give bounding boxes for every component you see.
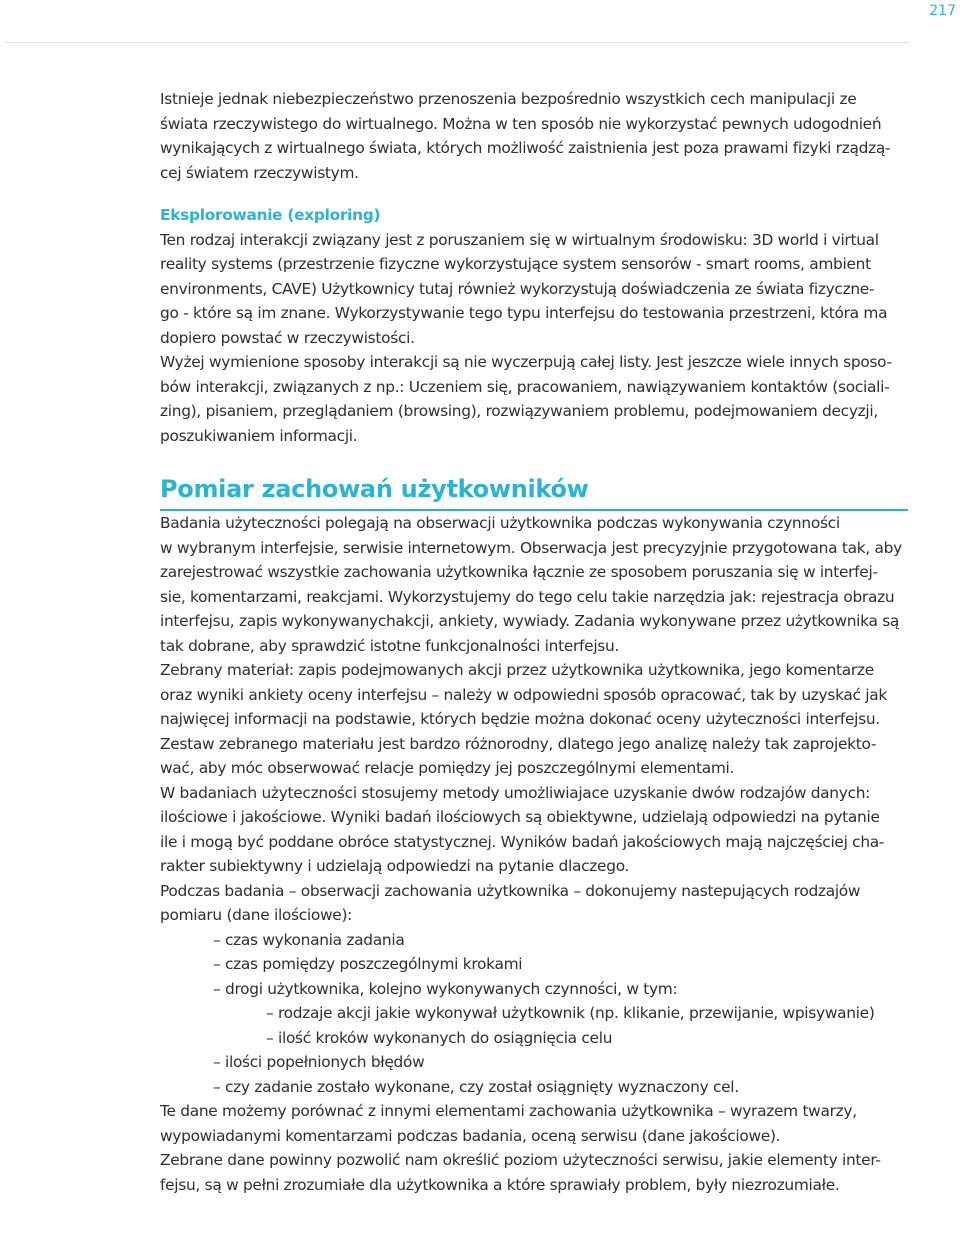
text-line: Ten rodzaj interakcji związany jest z poruszaniem się w wirtualnym środowisku: 3D world i virtual	[160, 230, 879, 249]
paragraph	[160, 87, 908, 185]
text-line: Podczas badania – obserwacji zachowania użytkownika – dokonujemy nastepujących rodzajów	[160, 881, 861, 900]
text-line: tak dobrane, aby sprawdzić istotne funkcjonalności interfejsu.	[160, 636, 620, 655]
text-line: zarejestrować wszystkie zachowania użytkownika łącznie ze sposobem poruszania się w interfej-	[160, 563, 878, 581]
text-line: zing), pisaniem, przeglądaniem (browsing), rozwiązywaniem problemu, podejmowaniem decyzji,	[160, 402, 878, 420]
text-line: environments, CAVE) Użytkownicy tutaj również wykorzystują doświadczenia ze świata fizyczne-	[160, 279, 875, 298]
text-line: w wybranym interfejsie, serwisie internetowym. Obserwacja jest precyzyjnie przygotowana tak, aby	[160, 538, 902, 557]
text-line: Te dane możemy porównać z innymi elementami zachowania użytkownika – wyrazem twarzy,	[160, 1102, 857, 1120]
text-line: Zestaw zebranego materiału jest bardzo różnorodny, dlatego jego analizę należy tak zaprojekto-	[160, 734, 877, 753]
paragraph	[160, 350, 908, 448]
paragraph	[160, 511, 908, 928]
text-line: rakter subiektywny i udzielają odpowiedzi na pytanie dlaczego.	[160, 857, 630, 875]
text-line: Istnieje jednak niebezpieczeństwo przenoszenia bezpośrednio wszystkich cech manipulacji ze	[160, 90, 857, 108]
text-line: fejsu, są w pełni zrozumiałe dla użytkownika a które sprawiały problem, były niezrozumiałe.	[160, 1175, 840, 1194]
list-item: – ilości popełnionych błędów	[213, 1053, 425, 1071]
header-divider	[4, 42, 909, 43]
page-number: 217	[929, 3, 956, 19]
paragraph	[160, 1099, 908, 1197]
text-line: interfejsu, zapis wykonywanychakcji, ankiety, wywiady. Zadania wykonywane przez użytkownika są	[160, 612, 900, 630]
list-item: – ilość kroków wykonanych do osiągnięcia celu	[266, 1028, 613, 1047]
text-line: wać, aby móc obserwować relacje pomiędzy jej poszczególnymi elementami.	[160, 759, 735, 777]
text-line: Badania użyteczności polegają na obserwacji użytkownika podczas wykonywania czynności	[160, 514, 840, 532]
text-line: wypowiadanymi komentarzami podczas badania, oceną serwisu (dane jakościowe).	[160, 1126, 781, 1145]
list-item: – czas wykonania zadania	[213, 930, 405, 949]
list-item: – czy zadanie zostało wykonane, czy został osiągnięty wyznaczony cel.	[213, 1077, 739, 1096]
text-line: cej światem rzeczywistym.	[160, 163, 359, 182]
section-heading: Pomiar zachowań użytkowników	[160, 472, 908, 511]
list-item: – rodzaje akcji jakie wykonywał użytkownik (np. klikanie, przewijanie, wpisywanie)	[266, 1004, 875, 1022]
text-line: sie, komentarzami, reakcjami. Wykorzystujemy do tego celu takie narzędzia jak: rejestracja obrazu	[160, 587, 895, 606]
subheading: Eksplorowanie (exploring)	[160, 206, 381, 224]
text-line: go - które są im znane. Wykorzystywanie tego typu interfejsu do testowania przestrzeni, która ma	[160, 304, 888, 322]
text-line: oraz wyniki ankiety oceny interfejsu – należy w odpowiedni sposób opracować, tak by uzyskać jak	[160, 685, 888, 704]
text-line: ile i mogą być poddane obróce statystycznej. Wyników badań jakościowych mają najczęściej cha-	[160, 832, 885, 851]
text-line: poszukiwaniem informacji.	[160, 426, 358, 445]
list-item: – drogi użytkownika, kolejno wykonywanych czynności, w tym:	[213, 979, 678, 998]
text-line: Zebrany materiał: zapis podejmowanych akcji przez użytkownika użytkownika, jego komentarze	[160, 661, 874, 679]
paragraph	[160, 228, 908, 351]
text-line: bów interakcji, związanych z np.: Uczeniem się, pracowaniem, nawiązywaniem kontaktów (sociali-	[160, 377, 890, 396]
text-line: ilościowe i jakościowe. Wyniki badań ilościowych są obiektywne, udzielają odpowiedzi na pytanie	[160, 808, 880, 826]
measurement-list	[160, 928, 908, 1100]
text-line: wynikających z wirtualnego świata, których możliwość zaistnienia jest poza prawami fizyki rządzą-	[160, 139, 891, 157]
page-content	[160, 87, 908, 1197]
text-line: najwięcej informacji na podstawie, których będzie można dokonać oceny użyteczności interfejsu.	[160, 710, 880, 728]
list-item: – czas pomiędzy poszczególnymi krokami	[213, 955, 523, 973]
text-line: Zebrane dane powinny pozwolić nam określić poziom użyteczności serwisu, jakie elementy inter-	[160, 1151, 881, 1169]
text-line: W badaniach użyteczności stosujemy metody umożliwiajace uzyskanie dwów rodzajów danych:	[160, 783, 871, 802]
text-line: Wyżej wymienione sposoby interakcji są nie wyczerpują całej listy. Jest jeszcze wiele innych sposo-	[160, 353, 892, 371]
text-line: reality systems (przestrzenie fizyczne wykorzystujące system sensorów - smart rooms, ambient	[160, 255, 871, 273]
text-line: dopiero powstać w rzeczywistości.	[160, 328, 415, 347]
text-line: pomiaru (dane ilościowe):	[160, 906, 353, 924]
text-line: świata rzeczywistego do wirtualnego. Można w ten sposób nie wykorzystać pewnych udogodnień	[160, 114, 882, 133]
